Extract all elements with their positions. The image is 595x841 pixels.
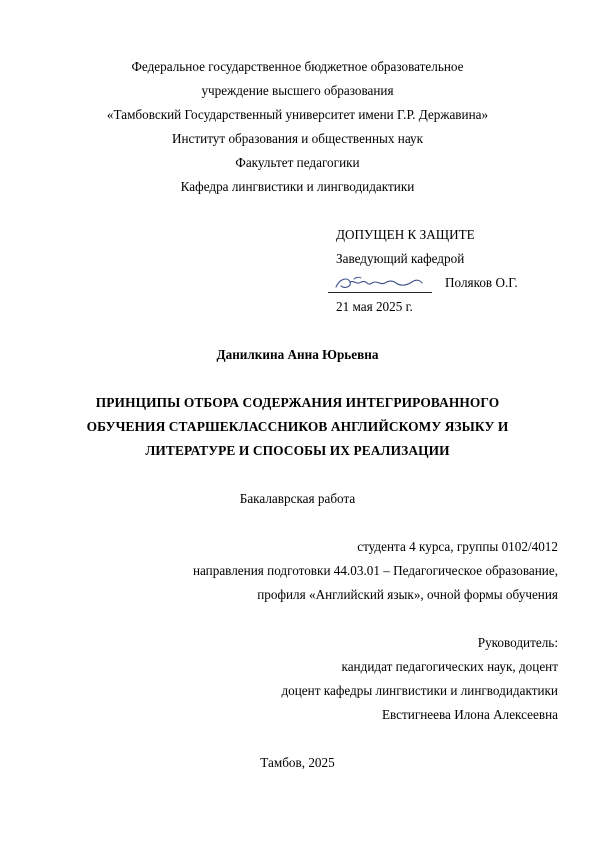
faculty-name: Факультет педагогики <box>235 155 360 170</box>
student-profile: профиля «Английский язык», очной формы обучения <box>257 587 558 602</box>
student-course-group: студента 4 курса, группы 0102/4012 <box>357 539 558 554</box>
university-name: «Тамбовский Государственный университет имени Г.Р. Державина» <box>106 107 489 122</box>
supervisor-name: Евстигнеева Илона Алексеевна <box>381 707 558 722</box>
student-direction: направления подготовки 44.03.01 – Педагогическое образование, <box>192 563 558 578</box>
department-head-name: Поляков О.Г. <box>445 275 518 290</box>
approval-date: 21 мая 2025 г. <box>336 299 413 314</box>
supervisor-position: доцент кафедры лингвистики и лингводидактики <box>281 683 558 698</box>
department-name: Кафедра лингвистики и лингводидактики <box>180 179 415 194</box>
thesis-title-line-1: ПРИНЦИПЫ ОТБОРА СОДЕРЖАНИЯ ИНТЕГРИРОВАННОГО <box>95 395 500 410</box>
institution-line-1: Федеральное государственное бюджетное образовательное <box>131 59 464 74</box>
institution-line-2: учреждение высшего образования <box>201 83 394 98</box>
thesis-title-line-3: ЛИТЕРАТУРЕ И СПОСОБЫ ИХ РЕАЛИЗАЦИИ <box>145 443 450 458</box>
work-type: Бакалаврская работа <box>239 491 356 506</box>
thesis-title-line-2: ОБУЧЕНИЯ СТАРШЕКЛАССНИКОВ АНГЛИЙСКОМУ ЯЗЫКУ И <box>86 419 509 434</box>
supervisor-degree: кандидат педагогических наук, доцент <box>341 659 558 674</box>
signature-line <box>328 292 432 293</box>
author-name: Данилкина Анна Юрьевна <box>216 347 379 362</box>
city-year: Тамбов, 2025 <box>260 755 335 770</box>
supervisor-label: Руководитель: <box>477 635 558 650</box>
approval-title: ДОПУЩЕН К ЗАЩИТЕ <box>336 227 475 242</box>
institute-name: Институт образования и общественных наук <box>171 131 424 146</box>
approval-role: Заведующий кафедрой <box>336 251 465 266</box>
